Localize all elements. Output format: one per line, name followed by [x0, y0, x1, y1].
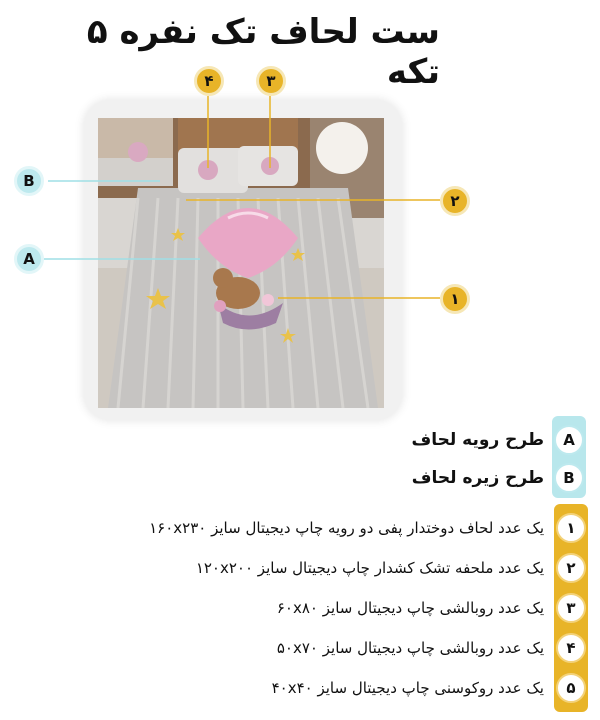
list-item: [28, 628, 588, 668]
callout-badge-4: ۴: [194, 66, 224, 96]
callout-badge-2: ۲: [440, 186, 470, 216]
list-item-text: یک عدد روبالشی چاپ دیجیتال سایز ۶۰x۸۰: [276, 599, 544, 617]
legend-badge-a: A: [554, 425, 584, 455]
legend-row-b: [396, 460, 586, 496]
list-item-badge: ۱: [556, 513, 586, 543]
callout-badge-3: ۳: [256, 66, 286, 96]
list-item-text: یک عدد روکوسنی چاپ دیجیتال سایز ۴۰x۴۰: [271, 679, 544, 697]
legend-text-a: طرح رویه لحاف: [411, 430, 544, 450]
list-item-badge: ۵: [556, 673, 586, 703]
callout-badge-a: A: [14, 244, 44, 274]
list-item-badge: ۲: [556, 553, 586, 583]
list-item: [28, 548, 588, 588]
list-item: [28, 508, 588, 548]
legend-text-b: طرح زیره لحاف: [411, 468, 544, 488]
legend-badge-b: B: [554, 463, 584, 493]
list-item-text: یک عدد لحاف دوختدار پفی دو رویه چاپ دیجیتال سایز ۱۶۰x۲۳۰: [149, 519, 544, 537]
design-legend: [398, 416, 586, 498]
list-item-badge: ۴: [556, 633, 586, 663]
callout-badge-1: ۱: [440, 284, 470, 314]
callout-badge-b: B: [14, 166, 44, 196]
list-item: [28, 588, 588, 628]
list-item-badge: ۳: [556, 593, 586, 623]
items-list: [28, 504, 588, 712]
list-item-text: یک عدد ملحفه تشک کشدار چاپ دیجیتال سایز ۱۲۰x۲۰۰: [195, 559, 544, 577]
list-item-text: یک عدد روبالشی چاپ دیجیتال سایز ۵۰x۷۰: [276, 639, 544, 657]
page-title: ست لحاف تک نفره ۵ تکه: [86, 12, 440, 92]
list-item: [28, 668, 588, 708]
legend-row-a: [396, 422, 586, 458]
